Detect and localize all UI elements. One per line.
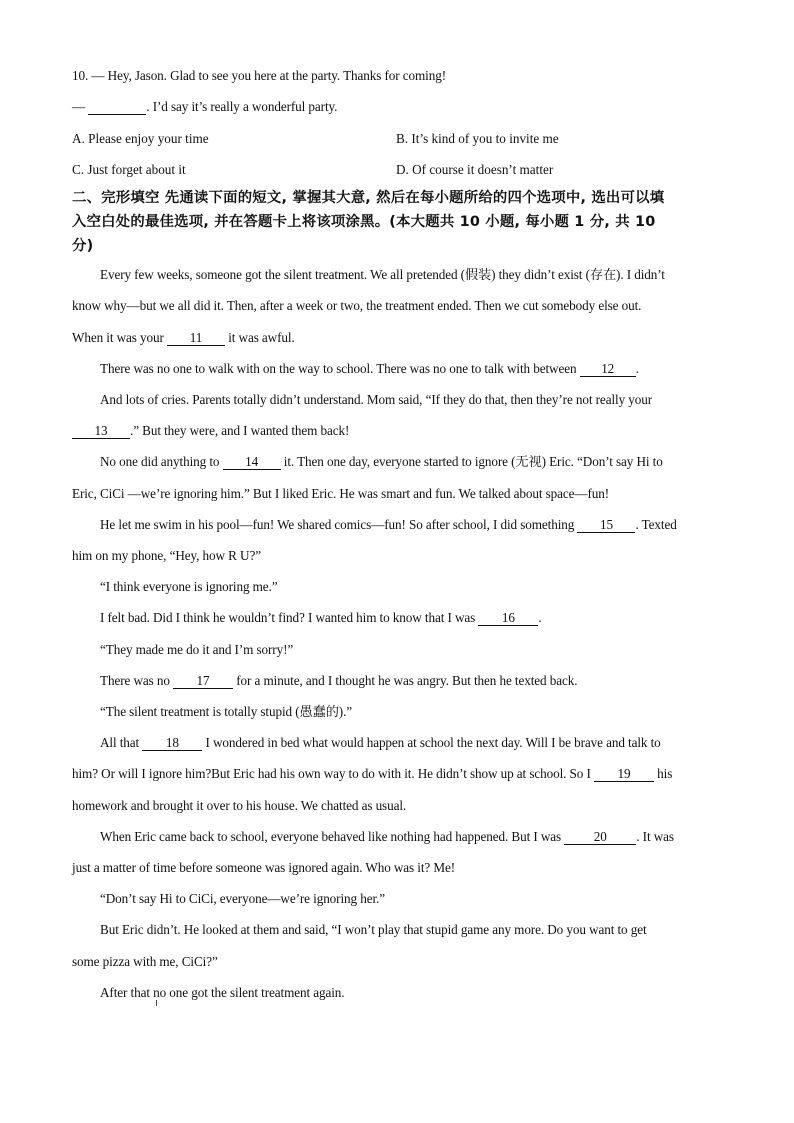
passage-line: But Eric didn’t. He looked at them and said, “I won’t play that stupid game any more. Do you want to get [100, 922, 647, 937]
passage-text: for a minute, and I thought he was angry. But then he texted back. [233, 673, 578, 688]
option-c: C. Just forget about it [72, 162, 186, 177]
section-2-line-3: 分) [72, 238, 94, 254]
passage-text: it. Then one day, everyone started to ignore (无视) Eric. “Don’t say Hi to [280, 454, 663, 469]
passage-text: . It was [636, 829, 674, 844]
passage-text: No one did anything to [100, 454, 223, 469]
reply-dash: — [72, 99, 86, 114]
passage-line: “Don’t say Hi to CiCi, everyone—we’re ignoring her.” [100, 891, 385, 906]
passage-line: just a matter of time before someone was ignored again. Who was it? Me! [72, 860, 456, 875]
option-a: A. Please enjoy your time [72, 131, 209, 146]
passage-line [72, 765, 722, 783]
passage-text: it was awful. [225, 330, 295, 345]
passage-line: Every few weeks, someone got the silent treatment. We all pretended (假装) they didn’t exist (存在). I didn’t [100, 267, 665, 282]
passage-line: “I think everyone is ignoring me.” [100, 579, 278, 594]
passage-line: “They made me do it and I’m sorry!” [100, 642, 294, 657]
section-2-line-2: 入空白处的最佳选项, 并在答题卡上将该项涂黑。(本大题共 10 小题, 每小题 1 分, 共 10 [72, 214, 656, 230]
blank-14: 14 [223, 454, 281, 470]
passage-line: know why—but we all did it. Then, after a week or two, the treatment ended. Then we cut somebody else out. [72, 298, 642, 313]
passage-line [100, 453, 722, 471]
passage-line: homework and brought it over to his house. We chatted as usual. [72, 798, 407, 813]
passage-line [100, 516, 722, 534]
blank-19: 19 [594, 766, 654, 782]
blank-18: 18 [142, 735, 202, 751]
passage-line: Eric, CiCi —we’re ignoring him.” But I liked Eric. He was smart and fun. We talked about space—fun! [72, 486, 610, 501]
passage-line: After that no one got the silent treatment again. [100, 985, 345, 1000]
passage-text: When it was your [72, 330, 167, 345]
passage-text: . Texted [635, 517, 677, 532]
blank-17: 17 [173, 673, 233, 689]
section-2-line-1: 二、完形填空 先通读下面的短文, 掌握其大意, 然后在每小题所给的四个选项中, 选出可以填 [72, 190, 665, 206]
blank-11: 11 [167, 330, 225, 346]
passage-text: I felt bad. Did I think he wouldn’t find? I wanted him to know that I was [100, 610, 479, 625]
blank-15: 15 [577, 517, 635, 533]
option-b: B. It’s kind of you to invite me [396, 131, 559, 146]
passage-text: He let me swim in his pool—fun! We shared comics—fun! So after school, I did something [100, 517, 578, 532]
passage-line [100, 828, 722, 846]
blank-12: 12 [580, 361, 636, 377]
stray-mark [156, 1000, 157, 1006]
blank-13: 13 [72, 423, 130, 439]
reply-text: . I’d say it’s really a wonderful party. [146, 99, 338, 114]
question-10-stem: 10. — Hey, Jason. Glad to see you here at the party. Thanks for coming! [72, 68, 447, 83]
passage-text: . [538, 610, 542, 625]
blank-20: 20 [564, 829, 636, 845]
passage-line: And lots of cries. Parents totally didn’t understand. Mom said, “If they do that, then they’re not really your [100, 392, 653, 407]
blank-16: 16 [478, 610, 538, 626]
section-2-instructions [72, 186, 722, 258]
passage-line [100, 609, 722, 627]
passage-line: some pizza with me, CiCi?” [72, 954, 218, 969]
passage-line: “The silent treatment is totally stupid (愚蠢的).” [100, 704, 353, 719]
passage-line: him on my phone, “Hey, how R U?” [72, 548, 261, 563]
passage-line [72, 422, 722, 440]
passage-text: . [635, 361, 639, 376]
option-d: D. Of course it doesn’t matter [396, 162, 554, 177]
passage-text: I wondered in bed what would happen at school the next day. Will I be brave and talk to [202, 735, 661, 750]
passage-line [100, 672, 722, 690]
passage-text: his [653, 766, 673, 781]
passage-text: When Eric came back to school, everyone behaved like nothing had happened. But I was [100, 829, 565, 844]
passage-text: There was no one to walk with on the way to school. There was no one to talk with between [100, 361, 580, 376]
passage-line [100, 734, 722, 752]
passage-text: There was no [100, 673, 174, 688]
passage-text: him? Or will I ignore him?But Eric had his own way to do with it. He didn’t show up at school. So I [72, 766, 594, 781]
answer-blank-10 [88, 99, 146, 115]
passage-line [72, 329, 722, 347]
passage-text: All that [100, 735, 143, 750]
passage-text: .” But they were, and I wanted them back! [130, 423, 350, 438]
passage-line [100, 360, 722, 378]
question-10-reply [72, 98, 722, 116]
